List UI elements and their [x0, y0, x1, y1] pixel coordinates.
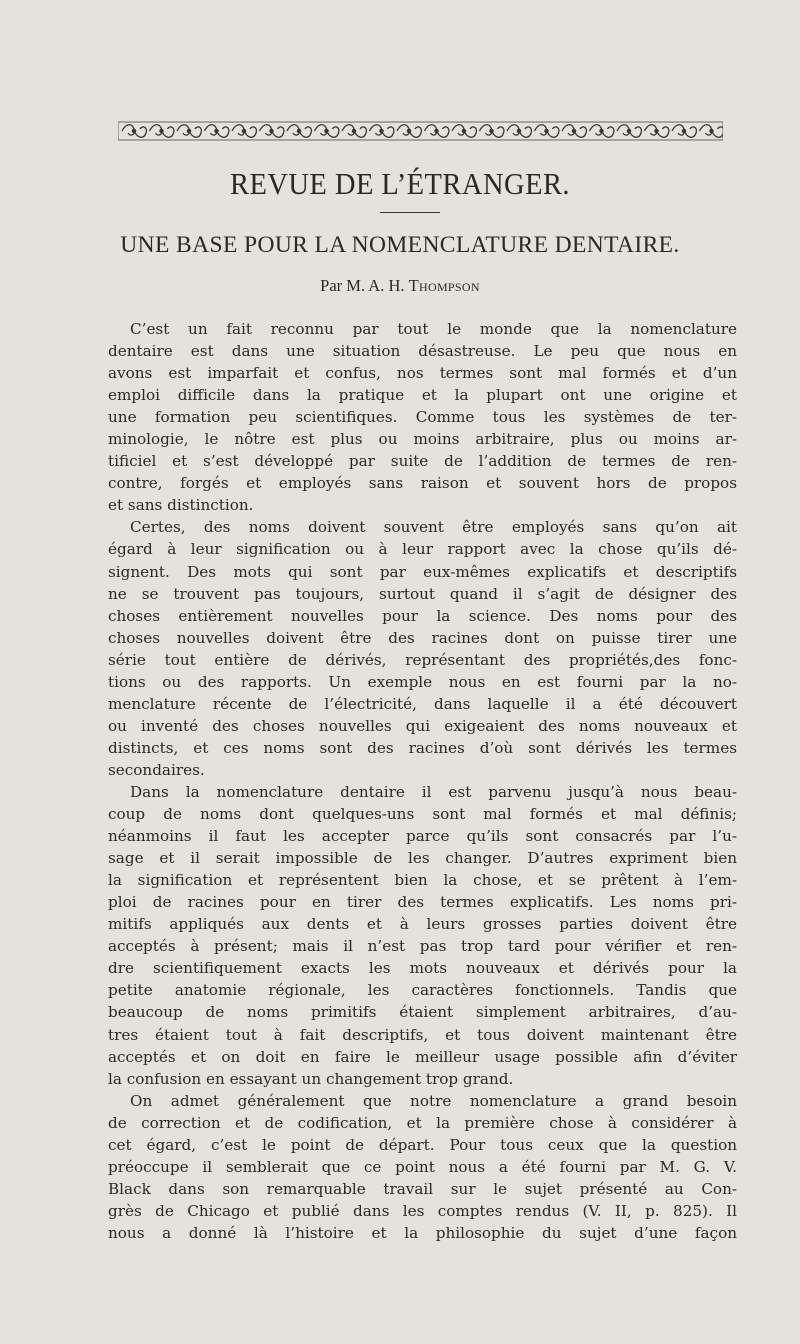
body-line: acceptés et on doit en faire le meilleur usage possible afin d’éviter — [108, 1047, 737, 1066]
ornament-dot — [435, 129, 438, 132]
body-line: signent. Des mots qui sont par eux-mêmes explicatifs et descriptifs — [108, 562, 737, 581]
article-title: UNE BASE POUR LA NOMENCLATURE DENTAIRE. — [120, 232, 680, 258]
ornament-dot — [187, 129, 190, 132]
body-line: emploi difficile dans la pratique et la plupart ont une origine et — [108, 386, 737, 405]
body-line: minologie, le nôtre est plus ou moins arbitraire, plus ou moins ar- — [108, 430, 737, 449]
body-line: Dans la nomenclature dentaire il est parvenu jusqu’à nous beau- — [130, 782, 737, 801]
body-line: ou inventé des choses nouvelles qui exigeaient des noms nouveaux et — [108, 716, 737, 735]
body-line: tres étaient tout à fait descriptifs, et tous doivent maintenant être — [108, 1025, 737, 1044]
ornament-dot — [215, 129, 218, 132]
body-line: sage et il serait impossible de les changer. D’autres expriment bien — [108, 849, 737, 868]
decorative-ornament-band — [118, 120, 723, 142]
byline — [0, 275, 800, 297]
ornament-dot — [710, 129, 713, 132]
ornament-dot — [380, 129, 383, 132]
body-line: On admet généralement que notre nomenclature a grand besoin — [130, 1091, 737, 1110]
ornament-dot — [545, 129, 548, 132]
article-body — [108, 318, 737, 1244]
ornament-dot — [270, 129, 273, 132]
body-line: secondaires. — [108, 760, 205, 779]
body-line: Black dans son remarquable travail sur le sujet présenté au Con- — [108, 1179, 737, 1198]
ornament-dot — [132, 129, 135, 132]
body-line: tificiel et s’est développé par suite de l’addition de termes de ren- — [108, 452, 737, 471]
ornament-dot — [572, 129, 575, 132]
body-line: grès de Chicago et publié dans les comptes rendus (V. II, p. 825). Il — [108, 1201, 737, 1220]
body-line: ne se trouvent pas toujours, surtout quand il s’agit de désigner des — [108, 584, 737, 603]
body-line: choses nouvelles doivent être des racines dont on puisse tirer une — [108, 628, 737, 647]
body-line: une formation peu scientifiques. Comme tous les systèmes de ter- — [108, 408, 737, 427]
body-line: nous a donné là l’histoire et la philosophie du sujet d’une façon — [108, 1223, 737, 1242]
body-line: avons est imparfait et confus, nos termes sont mal formés et d’un — [108, 364, 737, 383]
body-line: cet égard, c’est le point de départ. Pour tous ceux que la question — [108, 1135, 737, 1154]
ornament-dot — [517, 129, 520, 132]
body-line: distincts, et ces noms sont des racines d’où sont dérivés les termes — [108, 738, 737, 757]
byline-author: Thompson — [408, 276, 480, 295]
ornament-dot — [627, 129, 630, 132]
body-line: la confusion en essayant un changement trop grand. — [108, 1069, 514, 1088]
body-line: acceptés à présent; mais il n’est pas trop tard pour vérifier et ren- — [108, 937, 737, 956]
body-line: petite anatomie régionale, les caractères fonctionnels. Tandis que — [108, 981, 737, 1000]
body-line: la signification et représentent bien la chose, et se prêtent à l’em- — [108, 871, 737, 890]
ornament-dot — [600, 129, 603, 132]
body-line: Certes, des noms doivent souvent être employés sans qu’on ait — [130, 518, 737, 537]
ornament-dot — [160, 129, 163, 132]
body-line: égard à leur signification ou à leur rapport avec la chose qu’ils dé- — [108, 540, 737, 559]
body-line: menclature récente de l’électricité, dans laquelle il a été découvert — [108, 694, 737, 713]
ornament-dot — [682, 129, 685, 132]
ornament-dot — [352, 129, 355, 132]
body-line: dre scientifiquement exacts les mots nouveaux et dérivés pour la — [108, 959, 737, 978]
title-divider — [380, 212, 440, 213]
body-line: ploi de racines pour en tirer des termes explicatifs. Les noms pri- — [108, 893, 737, 912]
ornament-dot — [490, 129, 493, 132]
ornament-dot — [655, 129, 658, 132]
body-line: choses entièrement nouvelles pour la science. Des noms pour des — [108, 606, 737, 625]
body-line: tions ou des rapports. Un exemple nous en est fourni par la no- — [108, 672, 737, 691]
body-line: coup de noms dont quelques-uns sont mal formés et mal définis; — [108, 805, 737, 824]
body-line: série tout entière de dérivés, représentant des propriétés,des fonc- — [108, 650, 737, 669]
body-line: de correction et de codification, et la première chose à considérer à — [108, 1113, 737, 1132]
ornament-dot — [462, 129, 465, 132]
body-line: mitifs appliqués aux dents et à leurs grosses parties doivent être — [108, 915, 737, 934]
byline-prefix: Par M. A. H. — [320, 276, 405, 295]
body-line: beaucoup de noms primitifs étaient simplement arbitraires, d’au- — [108, 1003, 737, 1022]
body-line: préoccupe il semblerait que ce point nous a été fourni par M. G. V. — [108, 1157, 737, 1176]
section-title: REVUE DE L’ÉTRANGER. — [229, 166, 571, 201]
ornament-dot — [297, 129, 300, 132]
ornament-dot — [325, 129, 328, 132]
body-line: C’est un fait reconnu par tout le monde que la nomenclature — [130, 320, 737, 338]
body-line: et sans distinction. — [108, 496, 254, 515]
ornament-dot — [242, 129, 245, 132]
body-line: contre, forgés et employés sans raison et souvent hors de propos — [108, 474, 737, 493]
body-line: dentaire est dans une situation désastreuse. Le peu que nous en — [108, 342, 737, 361]
body-line: néanmoins il faut les accepter parce qu’ils sont consacrés par l’u- — [108, 827, 737, 846]
ornament-dot — [407, 129, 410, 132]
